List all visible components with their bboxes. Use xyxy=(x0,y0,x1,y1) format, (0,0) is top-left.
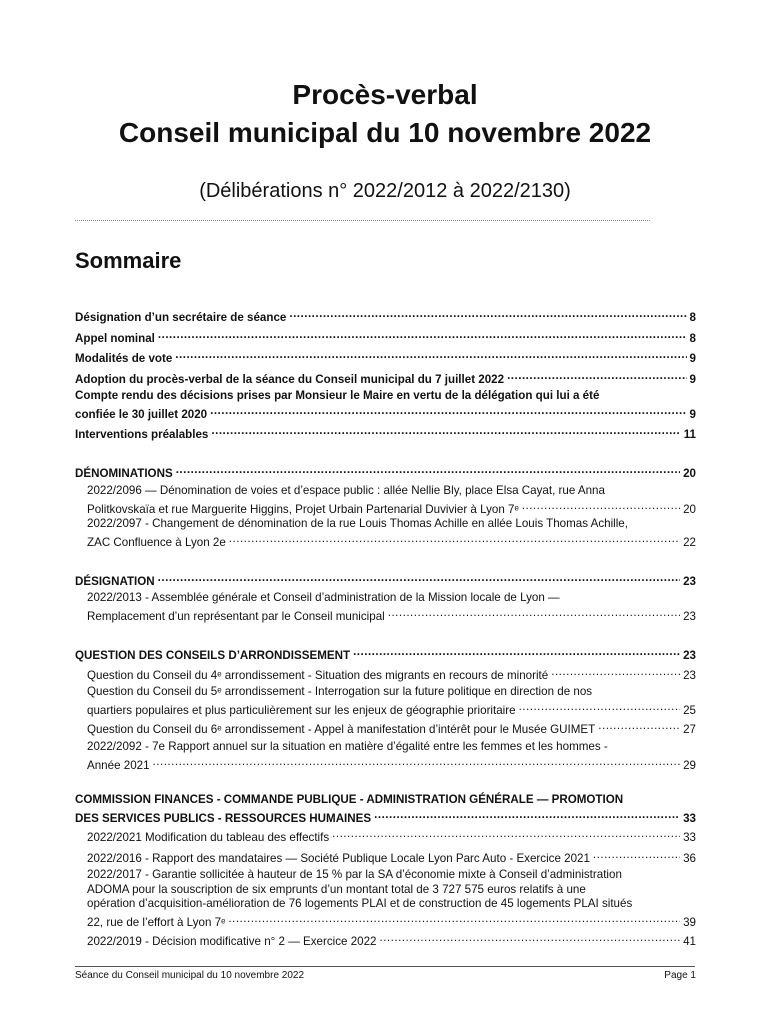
dot-leader xyxy=(551,665,680,679)
toc-entry-text-line: Politkovskaïa et rue Marguerite Higgins, Projet Urbain Partenarial Duvivier à Lyon 7ᵉ xyxy=(87,502,519,516)
toc-entry-text-line: Question du Conseil du 6ᵉ arrondissement - Appel à manifestation d’intérêt pour le Musée GUIMET xyxy=(87,723,596,736)
toc-entry[interactable] xyxy=(75,793,696,826)
toc-entry-text-line: DÉNOMINATIONS xyxy=(75,467,173,480)
dot-leader xyxy=(211,424,680,438)
document-title-line2: Conseil municipal du 10 novembre 2022 xyxy=(118,117,652,148)
dot-leader xyxy=(519,700,681,714)
toc-entry-leader-row xyxy=(75,307,696,326)
toc-entry-text-line: Modalités de vote xyxy=(75,352,173,365)
toc-entry[interactable] xyxy=(87,868,696,930)
sommaire-heading: Sommaire xyxy=(75,248,182,273)
dot-leader xyxy=(153,755,681,769)
toc-entry-text-line: Question du Conseil du 4ᵉ arrondissement - Situation des migrants en recours de minorité xyxy=(87,669,549,682)
dot-leader xyxy=(332,827,680,841)
dot-leader xyxy=(379,931,680,945)
toc-page-number: 29 xyxy=(683,758,696,772)
toc-entry-leader-row xyxy=(75,404,696,423)
toc-entry-text-line: Appel nominal xyxy=(75,332,155,345)
toc-entry-leader-row xyxy=(75,645,696,664)
toc-page-number: 23 xyxy=(683,575,696,588)
toc-entry[interactable] xyxy=(75,645,696,664)
toc-entry-text-line: 2022/2096 — Dénomination de voies et d’espace public : allée Nellie Bly, place Elsa Cayat, rue Anna xyxy=(87,484,605,497)
toc-entry[interactable] xyxy=(87,484,696,517)
dot-leader xyxy=(175,348,686,362)
toc-entry-text-line: 2022/2016 - Rapport des mandataires — Société Publique Locale Lyon Parc Auto - Exercice 2021 xyxy=(87,852,590,865)
toc-entry-leader-row xyxy=(87,931,696,950)
toc-entry-leader-row xyxy=(87,665,696,684)
toc-entry-leader-row xyxy=(87,700,696,719)
toc-page-number: 41 xyxy=(683,935,696,948)
toc-entry-text-line: Interventions préalables xyxy=(75,428,209,441)
toc-page-number: 23 xyxy=(683,649,696,662)
toc-entry-text-line: Adoption du procès-verbal de la séance du Conseil municipal du 7 juillet 2022 xyxy=(75,373,505,386)
toc-entry-text-line: QUESTION DES CONSEILS D’ARRONDISSEMENT xyxy=(75,649,351,662)
toc-entry-leader-row xyxy=(87,606,696,625)
toc-entry[interactable] xyxy=(87,740,696,773)
toc-page-number: 22 xyxy=(683,535,696,549)
toc-entry[interactable] xyxy=(87,591,696,624)
toc-page-number: 8 xyxy=(689,311,696,324)
toc-entry-leader-row xyxy=(75,808,696,827)
toc-page-number: 8 xyxy=(689,332,696,345)
toc-entry[interactable] xyxy=(87,685,696,718)
dot-leader xyxy=(158,328,687,342)
toc-entry-text-line: 2022/2021 Modification du tableau des effectifs xyxy=(87,831,330,844)
toc-page-number: 33 xyxy=(683,811,696,825)
toc-entry[interactable] xyxy=(87,665,696,684)
toc-entry-text-line: 2022/2097 - Changement de dénomination de la rue Louis Thomas Achille en allée Louis Thomas Achille, xyxy=(87,517,628,530)
toc-entry-text-line: ZAC Confluence à Lyon 2e xyxy=(87,535,226,549)
toc-entry-text-line: ADOMA pour la souscription de six emprunts d’un montant total de 3 727 575 euros relatifs à une xyxy=(87,882,586,896)
toc-page-number: 39 xyxy=(683,915,696,929)
toc-entry[interactable] xyxy=(87,931,696,950)
toc-entry-text-line: Remplacement d’un représentant par le Conseil municipal xyxy=(87,609,385,623)
toc-entry[interactable] xyxy=(75,369,696,388)
toc-page-number: 20 xyxy=(683,502,696,516)
footer-session-label: Séance du Conseil municipal du 10 novembre 2022 xyxy=(75,970,305,981)
toc-entry-leader-row xyxy=(87,755,696,774)
dot-leader xyxy=(598,719,680,733)
toc-entry-leader-row xyxy=(87,499,696,518)
toc-page-number: 36 xyxy=(683,852,696,865)
toc-entry-text-line: Compte rendu des décisions prises par Monsieur le Maire en vertu de la délégation qui lui a été xyxy=(75,389,600,402)
toc-page-number: 25 xyxy=(683,703,696,717)
toc-entry-text-line: COMMISSION FINANCES - COMMANDE PUBLIQUE - ADMINISTRATION GÉNÉRALE — PROMOTION xyxy=(75,793,624,806)
toc-entry-text-line: quartiers populaires et plus particulièrement sur les enjeux de géographie prioritaire xyxy=(87,703,516,717)
toc-entry[interactable] xyxy=(75,348,696,367)
toc-page-number: 9 xyxy=(689,352,696,365)
toc-entry-leader-row xyxy=(75,424,696,443)
toc-entry-leader-row xyxy=(87,719,696,738)
toc-entry[interactable] xyxy=(75,571,696,590)
toc-entry[interactable] xyxy=(87,517,696,550)
toc-entry-leader-row xyxy=(75,463,696,482)
dot-leader xyxy=(289,307,686,321)
dot-leader xyxy=(210,404,686,418)
toc-page-number: 9 xyxy=(689,407,696,421)
toc-page-number: 9 xyxy=(689,373,696,386)
toc-entry-text-line: 2022/2013 - Assemblée générale et Conseil d’administration de la Mission locale de Lyon — xyxy=(87,591,560,604)
toc-page-number: 23 xyxy=(683,669,696,682)
toc-page-number: 27 xyxy=(683,723,696,736)
toc-entry-leader-row xyxy=(75,348,696,367)
dot-leader xyxy=(353,645,680,659)
toc-page-number: 33 xyxy=(683,831,696,844)
toc-entry-text-line: 2022/2019 - Décision modificative n° 2 — Exercice 2022 xyxy=(87,935,377,948)
document-subtitle: (Délibérations n° 2022/2012 à 2022/2130) xyxy=(199,180,571,202)
document-title-line1: Procès-verbal xyxy=(292,79,478,110)
toc-entry-text-line: 22, rue de l’effort à Lyon 7ᵉ xyxy=(87,915,226,929)
dot-leader xyxy=(228,912,680,926)
toc-entry-text-line: Désignation d’un secrétaire de séance xyxy=(75,311,287,324)
toc-entry[interactable] xyxy=(75,424,696,443)
toc-entry-text-line: 2022/2017 - Garantie sollicitée à hauteur de 15 % par la SA d’économie mixte à Conseil d’administration xyxy=(87,868,622,881)
dot-leader xyxy=(158,571,680,585)
toc-entry[interactable] xyxy=(87,827,696,846)
toc-entry-leader-row xyxy=(75,328,696,347)
toc-entry-leader-row xyxy=(87,912,696,931)
footer-page-number: Page 1 xyxy=(664,970,696,981)
toc-entry-leader-row xyxy=(87,848,696,867)
toc-entry-text-line: confiée le 30 juillet 2020 xyxy=(75,407,208,421)
toc-entry-leader-row xyxy=(87,827,696,846)
dot-leader xyxy=(522,499,680,513)
dot-leader xyxy=(374,808,680,822)
dot-leader xyxy=(388,606,680,620)
toc-entry-leader-row xyxy=(75,571,696,590)
toc-entry[interactable] xyxy=(87,719,696,738)
toc-entry-leader-row xyxy=(87,532,696,551)
dot-leader xyxy=(593,848,680,862)
toc-entry-text-line: Année 2021 xyxy=(87,758,150,772)
toc-entry[interactable] xyxy=(75,328,696,347)
toc-entry-leader-row xyxy=(75,369,696,388)
dot-leader xyxy=(229,532,680,546)
toc-entry-text-line: opération d’acquisition-amélioration de 76 logements PLAI et de construction de 45 logements PLAI situés xyxy=(87,897,633,911)
toc-entry-text-line: 2022/2092 - 7e Rapport annuel sur la situation en matière d’égalité entre les femmes et les hommes - xyxy=(87,740,608,753)
dot-leader xyxy=(176,463,680,477)
toc-page-number: 11 xyxy=(683,428,696,441)
toc-entry-text-line: Question du Conseil du 5ᵉ arrondissement - Interrogation sur la future politique en direction de nos xyxy=(87,685,593,698)
toc-page-number: 20 xyxy=(683,467,696,480)
title-divider xyxy=(75,220,650,221)
toc-entry[interactable] xyxy=(75,307,696,326)
toc-page-number: 23 xyxy=(683,609,696,623)
footer-divider xyxy=(75,966,695,967)
toc-entry[interactable] xyxy=(75,389,696,422)
toc-entry-text-line: DÉSIGNATION xyxy=(75,575,155,588)
toc-entry[interactable] xyxy=(75,463,696,482)
toc-entry-text-line: DES SERVICES PUBLICS - RESSOURCES HUMAINES xyxy=(75,811,372,825)
toc-entry[interactable] xyxy=(87,848,696,867)
dot-leader xyxy=(507,369,686,383)
